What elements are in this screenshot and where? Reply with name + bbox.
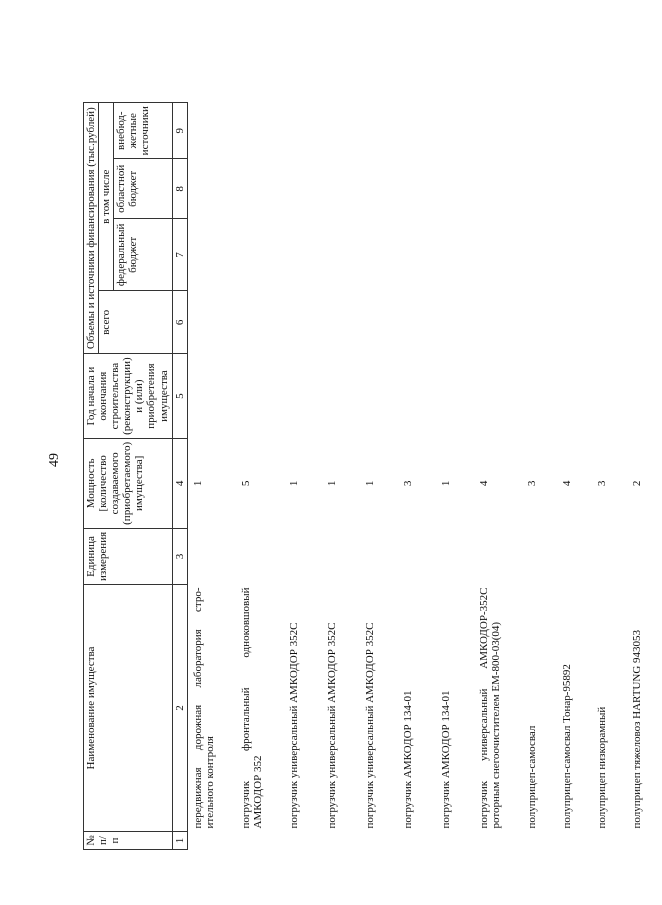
empty-cell [474,832,522,850]
item-name: погрузчик универсальный АМКОДОР 352С [364,622,377,829]
empty-cell [188,291,237,354]
empty-cell [627,291,662,354]
item-quantity: 4 [561,480,574,487]
empty-cell [436,159,474,219]
empty-cell [360,159,398,219]
empty-cell [322,219,360,291]
empty-cell [360,354,398,439]
table-row [284,103,322,850]
column-number: 7 [173,219,188,291]
header-including: в том числе [99,103,114,291]
empty-cell [592,103,627,159]
header-extrabudget: внебюд-жетные источники [114,103,173,159]
empty-cell [360,103,398,159]
empty-cell [557,354,592,439]
property-table [83,102,662,850]
empty-cell [284,354,322,439]
empty-cell [474,159,522,219]
item-name: полуприцеп низкорамный [596,706,609,829]
empty-cell [474,103,522,159]
table-row [627,103,662,850]
item-name: погрузчик универсальный АМКОДОР 352С [326,622,339,829]
empty-cell [322,354,360,439]
empty-cell [436,832,474,850]
header-name: Наименование имущества [84,585,173,832]
empty-cell [557,291,592,354]
empty-cell [436,103,474,159]
item-quantity: 1 [192,480,205,487]
empty-cell [474,528,522,584]
empty-cell [627,219,662,291]
empty-cell [592,159,627,219]
table-body [188,103,662,850]
column-number: 2 [173,585,188,832]
header-funding: Объемы и источники финансирования (тыс.рублей) [84,103,99,354]
item-name: полуприцеп-самосвал [526,725,539,829]
item-name: погрузчик универсальный АМКОДОР-352С роторным снегоочистителем ЕМ-800-03(04) [478,587,503,829]
table-row [236,103,284,850]
empty-cell [188,832,237,850]
empty-cell [398,832,436,850]
empty-cell [557,103,592,159]
empty-cell [522,354,557,439]
empty-cell [360,528,398,584]
empty-cell [436,219,474,291]
empty-cell [236,354,284,439]
table-row [398,103,436,850]
empty-cell [474,291,522,354]
empty-cell [436,354,474,439]
empty-cell [398,219,436,291]
item-name: погрузчик универсальный АМКОДОР 352С [288,622,301,829]
empty-cell [360,832,398,850]
column-number-row [173,103,188,850]
empty-cell [592,832,627,850]
item-quantity: 2 [631,480,644,487]
empty-cell [557,832,592,850]
empty-cell [592,354,627,439]
table-row [188,103,237,850]
empty-cell [592,291,627,354]
empty-cell [236,103,284,159]
empty-cell [557,528,592,584]
header-num: № п/п [84,832,173,850]
empty-cell [592,219,627,291]
empty-cell [627,832,662,850]
item-quantity: 3 [402,480,415,487]
item-name: полуприцеп тяжеловоз HARTUNG 943053 [631,629,644,829]
empty-cell [188,354,237,439]
item-quantity: 1 [440,480,453,487]
item-quantity: 3 [596,480,609,487]
empty-cell [322,291,360,354]
item-quantity: 1 [288,480,301,487]
column-number: 1 [173,832,188,850]
column-number: 5 [173,354,188,439]
empty-cell [188,159,237,219]
empty-cell [284,832,322,850]
table-row [474,103,522,850]
empty-cell [284,219,322,291]
header-total: всего [99,291,173,354]
empty-cell [398,291,436,354]
page-number: 49 [47,453,62,467]
table-header [84,103,188,850]
table-row [322,103,360,850]
column-number: 3 [173,528,188,584]
column-number: 6 [173,291,188,354]
header-regional: областной бюджет [114,159,173,219]
empty-cell [522,528,557,584]
empty-cell [522,159,557,219]
empty-cell [284,159,322,219]
column-number: 9 [173,103,188,159]
table-row [360,103,398,850]
item-quantity: 1 [364,480,377,487]
empty-cell [522,832,557,850]
empty-cell [474,354,522,439]
header-unit: Единица измерения [84,528,173,584]
empty-cell [398,528,436,584]
table-row [592,103,627,850]
item-quantity: 1 [326,480,339,487]
empty-cell [398,159,436,219]
item-quantity: 4 [478,480,491,487]
empty-cell [236,528,284,584]
empty-cell [322,159,360,219]
empty-cell [322,103,360,159]
empty-cell [592,528,627,584]
empty-cell [284,528,322,584]
empty-cell [236,159,284,219]
empty-cell [322,528,360,584]
empty-cell [627,103,662,159]
empty-cell [627,354,662,439]
header-federal: федеральный бюджет [114,219,173,291]
empty-cell [557,219,592,291]
empty-cell [236,219,284,291]
empty-cell [236,291,284,354]
empty-cell [398,103,436,159]
empty-cell [284,103,322,159]
empty-cell [188,219,237,291]
item-name: погрузчик АМКОДОР 134-01 [440,690,453,829]
empty-cell [436,528,474,584]
empty-cell [522,103,557,159]
empty-cell [474,219,522,291]
empty-cell [557,159,592,219]
empty-cell [627,528,662,584]
header-capacity: Мощность [количество создаваемого (приобретаемого) имущества] [84,438,173,528]
item-name: передвижная дорожная лаборатория стро-ительного контроля [192,587,217,829]
empty-cell [360,219,398,291]
empty-cell [236,832,284,850]
empty-cell [522,291,557,354]
table-row [557,103,592,850]
column-number: 4 [173,438,188,528]
column-number: 8 [173,159,188,219]
header-years: Год начала и окончания строительства (реконструкции) и (или) приобретения имущества [84,354,173,439]
item-name: погрузчик АМКОДОР 134-01 [402,690,415,829]
item-name: полуприцеп-самосвал Тонар-95892 [561,664,574,829]
empty-cell [284,291,322,354]
empty-cell [522,219,557,291]
item-name: погрузчик фронтальный одноковшовый АМКОДОР 352 [240,587,265,829]
empty-cell [627,159,662,219]
empty-cell [322,832,360,850]
item-quantity: 5 [240,480,253,487]
empty-cell [398,354,436,439]
empty-cell [436,291,474,354]
empty-cell [188,528,237,584]
empty-cell [360,291,398,354]
table-row [436,103,474,850]
empty-cell [188,103,237,159]
item-quantity: 3 [526,480,539,487]
table-row [522,103,557,850]
